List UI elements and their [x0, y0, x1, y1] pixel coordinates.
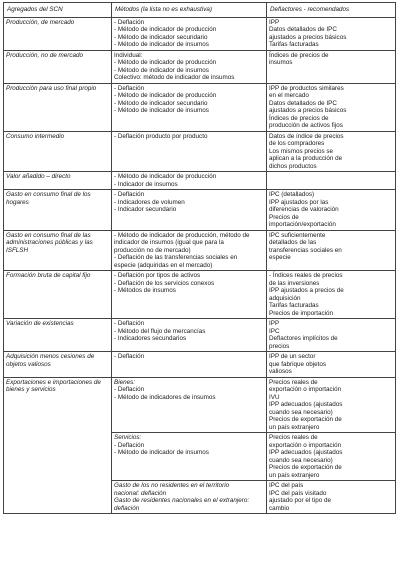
methods-cell — [112, 352, 267, 378]
methods-cell-line: - Deflación — [114, 441, 145, 449]
deflators-cell-line: IPP — [269, 18, 280, 26]
deflators-cell-line: Índices de precios de — [269, 51, 329, 59]
deflators-cell-line: de los compradores — [269, 140, 325, 147]
deflators-cell-line: ajustado por el tipo de — [269, 497, 331, 504]
deflators-cell-line: IPP — [269, 320, 280, 327]
deflators-cell — [267, 172, 396, 190]
methods-cell-line: - Deflación — [114, 191, 145, 198]
methods-cell — [112, 481, 267, 514]
deflators-cell-line: IPP ajustados por las — [269, 198, 329, 206]
deflators-cell-line: especie — [269, 254, 291, 261]
deflators-cell-line: IPP de productos similares — [269, 84, 344, 92]
deflators-cell-line: detallados de las — [269, 239, 317, 246]
methods-cell-line: deflación — [114, 504, 140, 512]
deflators-cell-line: un país extranjero — [269, 471, 320, 479]
deflators-cell-line: Datos detallados de IPC — [269, 26, 337, 33]
aggregate-cell: Gasto en consumo final de las administraciones públicas y las ISFLSH — [4, 230, 112, 271]
deflators-cell-line: Tarifas facturadas — [269, 41, 319, 48]
deflators-cell-line: valiosos — [269, 368, 292, 375]
methods-cell-line: - Métodos de insumos — [114, 287, 176, 294]
deflators-cell-line: IPC — [269, 327, 280, 335]
aggregate-cell: Consumo intermedio — [4, 131, 112, 172]
deflators-cell-line: IPC (detallados) — [269, 191, 315, 198]
deflators-cell — [267, 17, 396, 50]
deflators-cell-line: Precios de exportación de — [269, 416, 342, 423]
methods-cell-line: Individual: — [114, 51, 143, 59]
methods-cell-line: - Método de indicador de insumos — [114, 449, 209, 456]
aggregate-cell: Producción, de mercado — [4, 17, 112, 50]
deflators-cell — [267, 352, 396, 378]
methods-cell-line: - Deflación — [114, 353, 145, 360]
methods-cell-line: - Deflación por tipos de activos — [114, 272, 201, 279]
methods-cell — [112, 50, 267, 83]
deflators-cell — [267, 131, 396, 172]
deflators-cell-line: un país extranjero — [269, 423, 320, 431]
methods-cell-line: - Método del flujo de mercancías — [114, 327, 206, 335]
header-aggregates: Agregados del SCN — [4, 3, 112, 18]
methods-cell-line: - Método de indicador de producción — [114, 26, 217, 33]
deflators-cell — [267, 83, 396, 131]
deflators-cell-line: precios — [269, 342, 290, 350]
deflators-cell-line: ajustados a precios básicos — [269, 107, 347, 114]
deflators-cell-line: dichos productos — [269, 162, 317, 170]
deflators-cell-line: Datos detallados de IPC — [269, 99, 337, 107]
methods-cell-line: nacional: deflación — [114, 489, 167, 497]
deflators-cell-line: IPC del país — [269, 482, 304, 489]
aggregate-cell: Adquisición menos cesiones de objetos valiosos — [4, 352, 112, 378]
methods-cell-line: - Método de indicador de insumos — [114, 41, 209, 48]
table-row — [4, 230, 396, 271]
methods-cell-line: - Indicador secundario — [114, 206, 177, 213]
deflators-cell-line: en el mercado — [269, 92, 309, 99]
methods-cell — [112, 230, 267, 271]
aggregate-cell: Producción, no de mercado — [4, 50, 112, 83]
methods-cell — [112, 190, 267, 231]
methods-cell-line: Colectivo: método de indicador de insumos — [114, 74, 235, 81]
methods-cell — [112, 83, 267, 131]
deflators-cell-line: Los mismos precios se — [269, 147, 334, 155]
deflators-cell-line: IPC del país visitado — [269, 489, 327, 497]
aggregate-cell: Formación bruta de capital fijo — [4, 271, 112, 319]
deflators-cell — [267, 190, 396, 231]
deflators-cell-line: Precios de exportación de — [269, 464, 342, 471]
methods-cell-line: - Método de indicador secundario — [114, 99, 208, 107]
methods-cell — [112, 17, 267, 50]
deflators-cell-line: IPP adecuados (ajustados — [269, 401, 343, 408]
deflators-cell — [267, 481, 396, 514]
deflators-cell-line: Deflactores implícitos de — [269, 335, 338, 342]
deflators-cell-line: de las inversiones — [269, 279, 320, 287]
aggregate-cell: Producción para uso final propio — [4, 83, 112, 131]
deflators-cell-line: Precios reales de — [269, 434, 318, 441]
deflators-cell-line: adquisición — [269, 294, 301, 302]
deflators-cell-line: insumos — [269, 59, 293, 66]
methods-cell — [112, 433, 267, 481]
aggregate-cell: Variación de existencias — [4, 319, 112, 352]
deflators-cell-line: exportación o importación — [269, 441, 342, 449]
methods-cell-line: - Deflación — [114, 84, 145, 92]
deflators-cell-line: IVU — [269, 393, 280, 401]
deflators-cell-line: producción de activos fijos — [269, 122, 343, 129]
methods-cell-line: Gasto de los no residentes en el territorio — [114, 482, 230, 489]
methods-cell-line: - Deflación — [114, 386, 145, 393]
deflators-cell-line: diferencias de valoración — [269, 206, 339, 213]
deflators-cell — [267, 230, 396, 271]
deflators-cell-line: IPC suficientemente — [269, 231, 326, 239]
table-row — [4, 17, 396, 50]
methods-cell-line: - Método de indicador de insumos — [114, 66, 209, 74]
methods-cell-line: - Método de indicador de producción, método de — [114, 231, 250, 239]
methods-cell-line: Bienes: — [114, 378, 136, 386]
deflators-cell — [267, 271, 396, 319]
deflators-cell — [267, 319, 396, 352]
table-row — [4, 319, 396, 352]
methods-cell-line: producción no de mercado) — [114, 246, 191, 254]
methods-cell-line: - Deflación producto por producto — [114, 132, 208, 140]
header-row — [4, 3, 396, 18]
methods-cell-line: - Indicador de insumos — [114, 180, 178, 188]
header-methods: Métodos (la lista no es exhaustiva) — [112, 3, 267, 18]
methods-cell-line: - Indicadores secundarios — [114, 335, 187, 342]
methods-cell-line: Servicios: — [114, 434, 142, 441]
deflators-cell-line: exportación o importación — [269, 386, 342, 393]
methods-cell-line: - Deflación de las transferencias sociales en — [114, 254, 238, 261]
deflators-cell-line: transferencias sociales en — [269, 246, 342, 254]
methods-cell — [112, 377, 267, 433]
table-row — [4, 131, 396, 172]
methods-cell-line: - Método de indicador de producción — [114, 59, 217, 66]
deflators-cell-line: que fabrique objetos — [269, 360, 327, 368]
methods-cell-line: indicador de insumos (igual que para la — [114, 239, 224, 246]
deflators-cell — [267, 433, 396, 481]
deflators-cell-line: IPP ajustados a precios de — [269, 287, 344, 294]
deflators-cell — [267, 377, 396, 433]
aggregate-cell: Gasto en consumo final de los hogares — [4, 190, 112, 231]
deflators-cell-line: Tarifas facturadas — [269, 302, 319, 309]
methods-cell-line: Gasto de residentes nacionales en el extranjero: — [114, 497, 250, 504]
table-row — [4, 83, 396, 131]
methods-cell-line: - Deflación de los servicios conexos — [114, 279, 215, 287]
deflators-cell-line: Precios de — [269, 213, 299, 221]
methods-cell-line: - Indicadores de volumen — [114, 198, 185, 206]
methods-cell-line: - Método de indicadores de insumos — [114, 393, 216, 401]
table-row — [4, 190, 396, 231]
methods-cell-line: - Deflación — [114, 320, 145, 327]
methods-cell-line: - Deflación — [114, 18, 145, 26]
methods-cell-line: - Método de indicador de insumos — [114, 107, 209, 114]
table-row — [4, 352, 396, 378]
methods-cell-line: - Método de indicador secundario — [114, 33, 208, 41]
deflators-cell-line: IPP adecuados (ajustados — [269, 449, 343, 456]
methods-cell-line: especie (adquiridas en el mercado) — [114, 261, 213, 269]
deflators-cell-line: Datos de índice de precios — [269, 132, 344, 140]
deflators-cell-line: cambio — [269, 504, 290, 512]
methods-cell-line: - Método de indicador de producción — [114, 92, 217, 99]
aggregate-cell: Exportaciones e importaciones de bienes y servicios — [4, 377, 112, 514]
table-row — [4, 377, 396, 433]
deflators-cell-line: importación/exportación — [269, 221, 336, 228]
table-row — [4, 50, 396, 83]
aggregate-cell: Valor añadido – directo — [4, 172, 112, 190]
deflators-cell-line: IPP de un sector — [269, 353, 316, 360]
header-deflators: Deflactores - recomendados — [267, 3, 396, 18]
methods-cell-line: - Método de indicador de producción — [114, 173, 217, 180]
deflators-cell-line: aplican a la producción de — [269, 155, 343, 162]
deflators-cell-line: - Índices reales de precios — [269, 272, 343, 279]
methods-cell — [112, 319, 267, 352]
deflators-cell-line: Índices de precios de — [269, 114, 329, 122]
table-row — [4, 271, 396, 319]
table-row — [4, 172, 396, 190]
methods-cell — [112, 172, 267, 190]
deflators-cell-line: Precios reales de — [269, 378, 318, 386]
deflators-cell-line: ajustados a precios básicos — [269, 33, 347, 41]
deflators-table — [3, 2, 396, 514]
deflators-cell-line: cuando sea necesario) — [269, 408, 333, 416]
deflators-cell — [267, 50, 396, 83]
methods-cell — [112, 271, 267, 319]
methods-cell — [112, 131, 267, 172]
deflators-cell-line: Precios de importación — [269, 309, 334, 317]
deflators-cell-line: cuando sea necesario) — [269, 456, 333, 464]
